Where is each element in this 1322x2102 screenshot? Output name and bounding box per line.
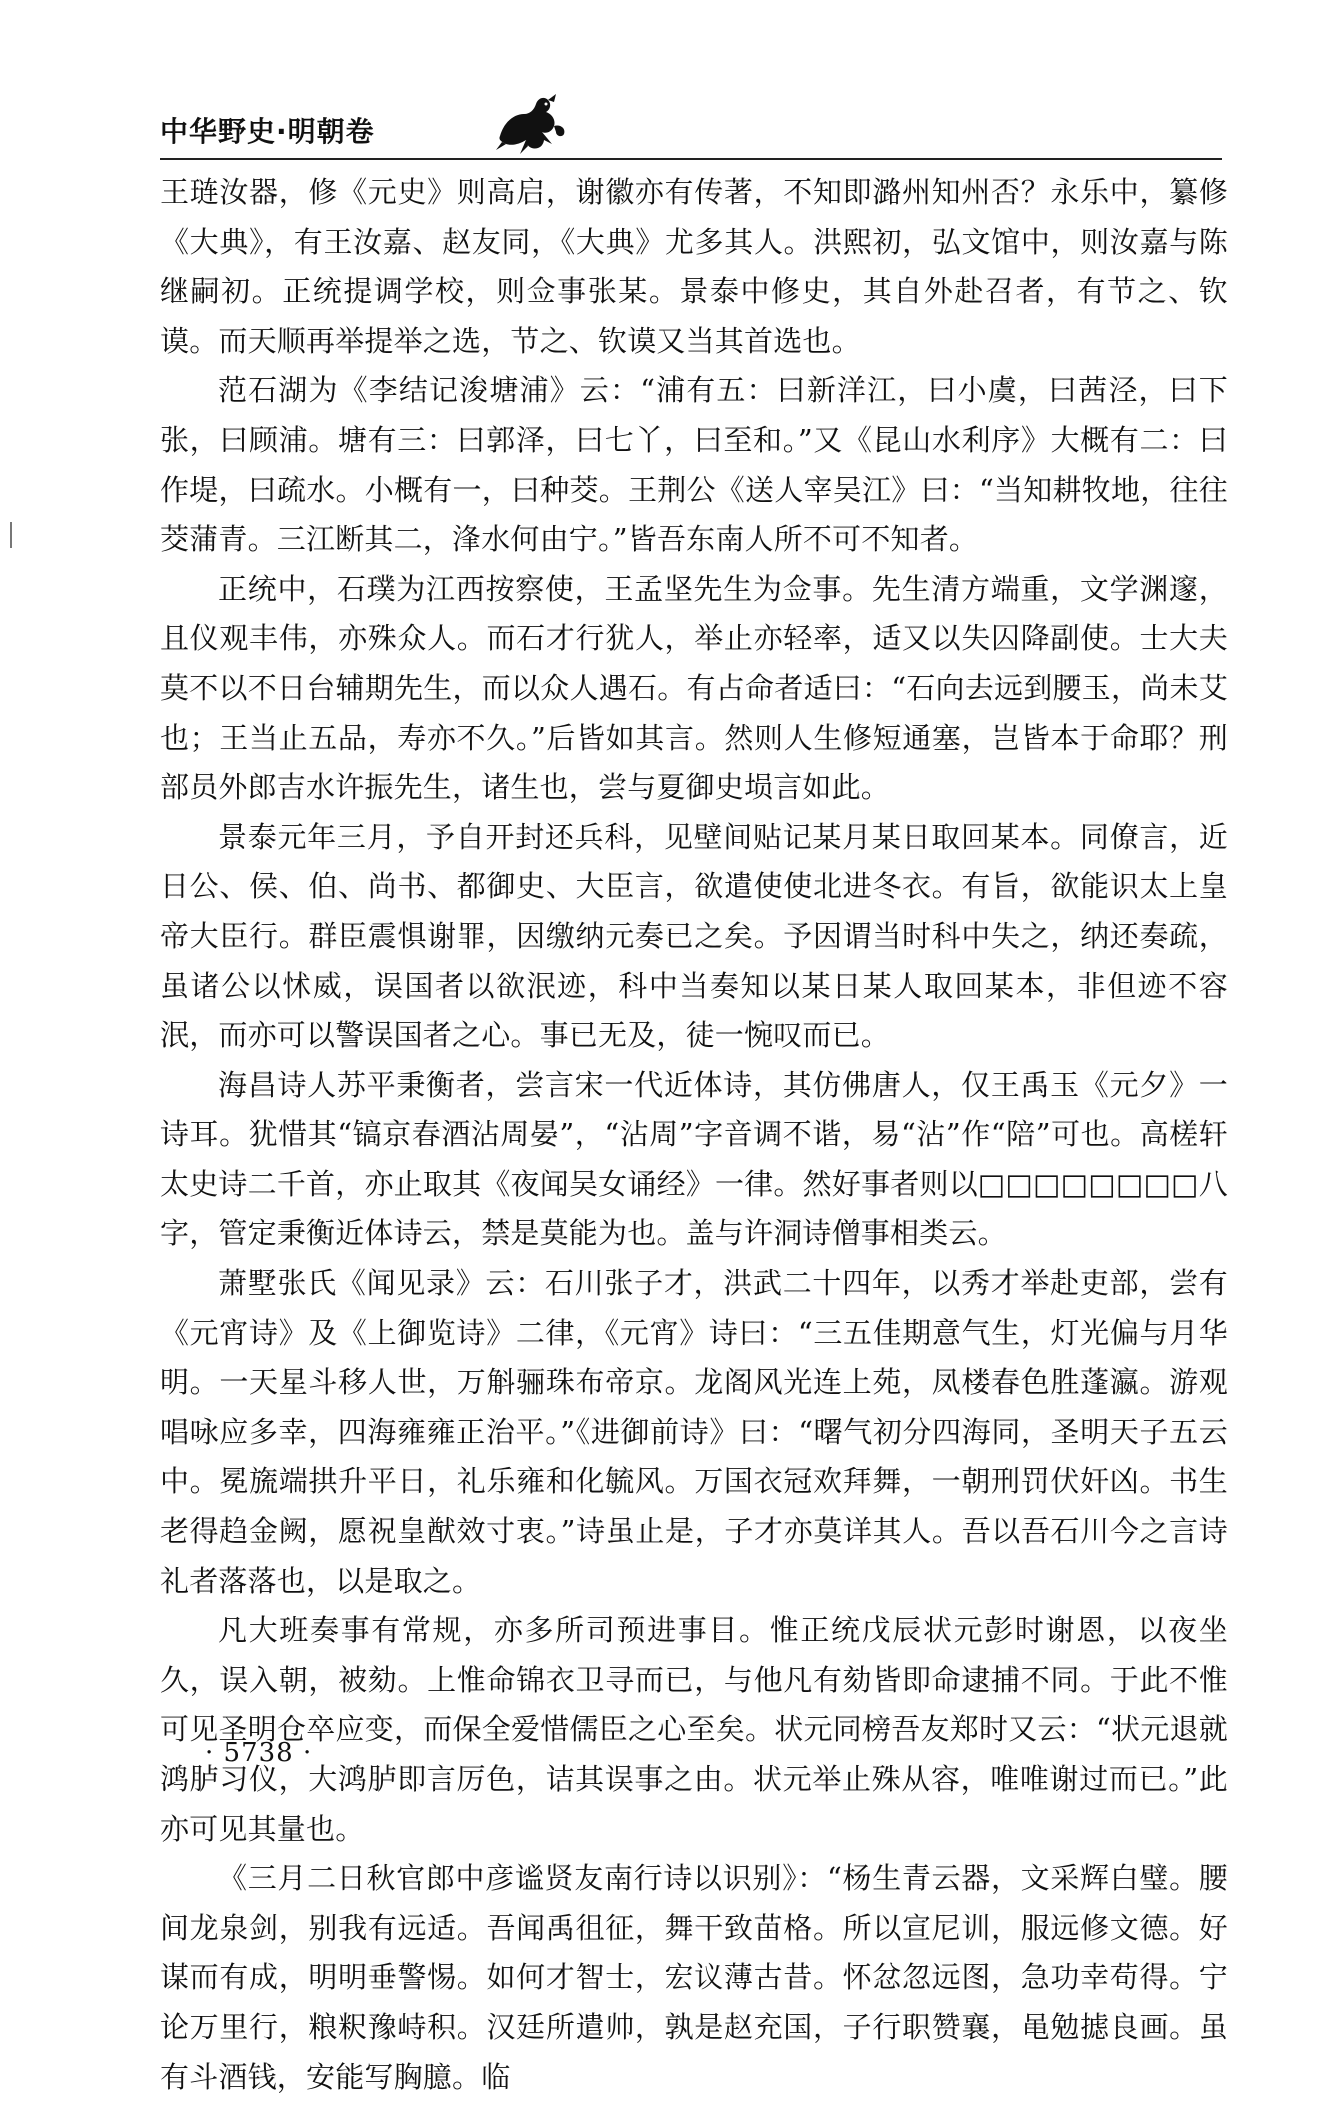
paragraph: 王琏汝器，修《元史》则高启，谢徽亦有传著，不知即潞州知州否？永乐中，纂修《大典》，有王汝嘉、赵友同，《大典》尤多其人。洪熙初，弘文馆中，则汝嘉与陈继嗣初。正统提调学校，则佥事张某。景泰中修史，其自外赴召者，有节之、钦谟。而天顺再举提举之选，节之、钦谟又当其首选也。 [160, 175, 1228, 358]
paragraph: 范石湖为《李结记浚塘浦》云：“浦有五：曰新洋江，曰小虞，曰茜泾，曰下张，曰顾浦。塘有三：曰郭泽，曰七丫，曰至和。”又《昆山水利序》大概有二：曰作堤，曰疏水。小概有一，曰种茭。王荆公《送人宰吴江》曰：“当知耕牧地，往往茭蒲青。三江断其二，浲水何由宁。”皆吾东南人所不可不知者。 [160, 373, 1228, 557]
header-title: 中华野史·明朝卷 [160, 115, 375, 148]
paragraph: 海昌诗人苏平秉衡者，尝言宋一代近体诗，其仿佛唐人，仅王禹玉《元夕》一诗耳。犹惜其“镐京春酒沾周晏”，“沾周”字音调不谐，易“沾”作“陪”可也。高槎轩太史诗二千首，亦止取其《夜闻吴女诵经》一律。然好事者则以□□□□□□□□八字，管定秉衡近体诗云，禁是莫能为也。盖与许洞诗僧事相类云。 [160, 1067, 1228, 1251]
running-header [160, 92, 1220, 162]
paragraph: 正统中，石璞为江西按察使，王孟坚先生为佥事。先生清方端重，文学渊邃，且仪观丰伟，亦殊众人。而石才行犹人，举止亦轻率，适又以失囚降副使。士大夫莫不以不日台辅期先生，而以众人遇石。有占命者适曰：“石向去远到腰玉，尚未艾也；王当止五品，寿亦不久。”后皆如其言。然则人生修短通塞，岂皆本于命耶？刑部员外郎吉水许振先生，诸生也，尝与夏御史埙言如此。 [160, 571, 1228, 805]
page-number: · 5738 · [205, 1738, 313, 1768]
dragon-emblem-icon [490, 92, 570, 156]
header-rule [160, 158, 1222, 160]
paragraph: 景泰元年三月，予自开封还兵科，见壁间贴记某月某日取回某本。同僚言，近日公、侯、伯、尚书、都御史、大臣言，欲遣使使北进冬衣。有旨，欲能识太上皇帝大臣行。群臣震惧谢罪，因缴纳元奏已之矣。予因谓当时科中失之，纳还奏疏，虽诸公以怵威，误国者以欲泯迹，科中当奏知以某日某人取回某本，非但迹不容泯，而亦可以警误国者之心。事已无及，徒一惋叹而已。 [160, 819, 1228, 1053]
paragraph: 萧墅张氏《闻见录》云：石川张子才，洪武二十四年，以秀才举赴吏部，尝有《元宵诗》及《上御览诗》二律，《元宵》诗曰：“三五佳期意气生，灯光偏与月华明。一天星斗移人世，万斛骊珠布帝京。龙阁风光连上苑，凤楼春色胜蓬瀛。游观唱咏应多幸，四海雍雍正治平。”《进御前诗》曰：“曙气初分四海同，圣明天子五云中。冕旒端拱升平日，礼乐雍和化毓风。万国衣冠欢拜舞，一朝刑罚伏奸凶。书生老得趋金阙，愿祝皇猷效寸衷。”诗虽止是，子才亦莫详其人。吾以吾石川今之言诗礼者落落也，以是取之。 [160, 1266, 1228, 1598]
paragraph: 《三月二日秋官郎中彦谧贤友南行诗以识别》：“杨生青云器，文采辉白璧。腰间龙泉剑，别我有远适。吾闻禹徂征，舞干致苗格。所以宣尼训，服远修文德。好谋而有成，明明垂警惕。如何才智士，宏议薄古昔。怀忿忽远图，急功幸苟得。宁论万里行，粮粎豫峙积。汉廷所遣帅，孰是赵充国，子行职赞襄，黾勉摅良画。虽有斗酒钱，安能写胸臆。临 [160, 1861, 1228, 2094]
margin-mark [10, 522, 12, 548]
paragraph: 凡大班奏事有常规，亦多所司预进事目。惟正统戊辰状元彭时谢恩，以夜坐久，误入朝，被劾。上惟命锦衣卫寻而已，与他凡有劾皆即命逮捕不同。于此不惟可见圣明仓卒应变，而保全爱惜儒臣之心至矣。状元同榜吾友郑时又云：“状元退就鸿胪习仪，大鸿胪即言厉色，诘其误事之由。状元举止殊从容，唯唯谢过而已。”此亦可见其量也。 [160, 1613, 1228, 1846]
body-text [160, 168, 1228, 2102]
